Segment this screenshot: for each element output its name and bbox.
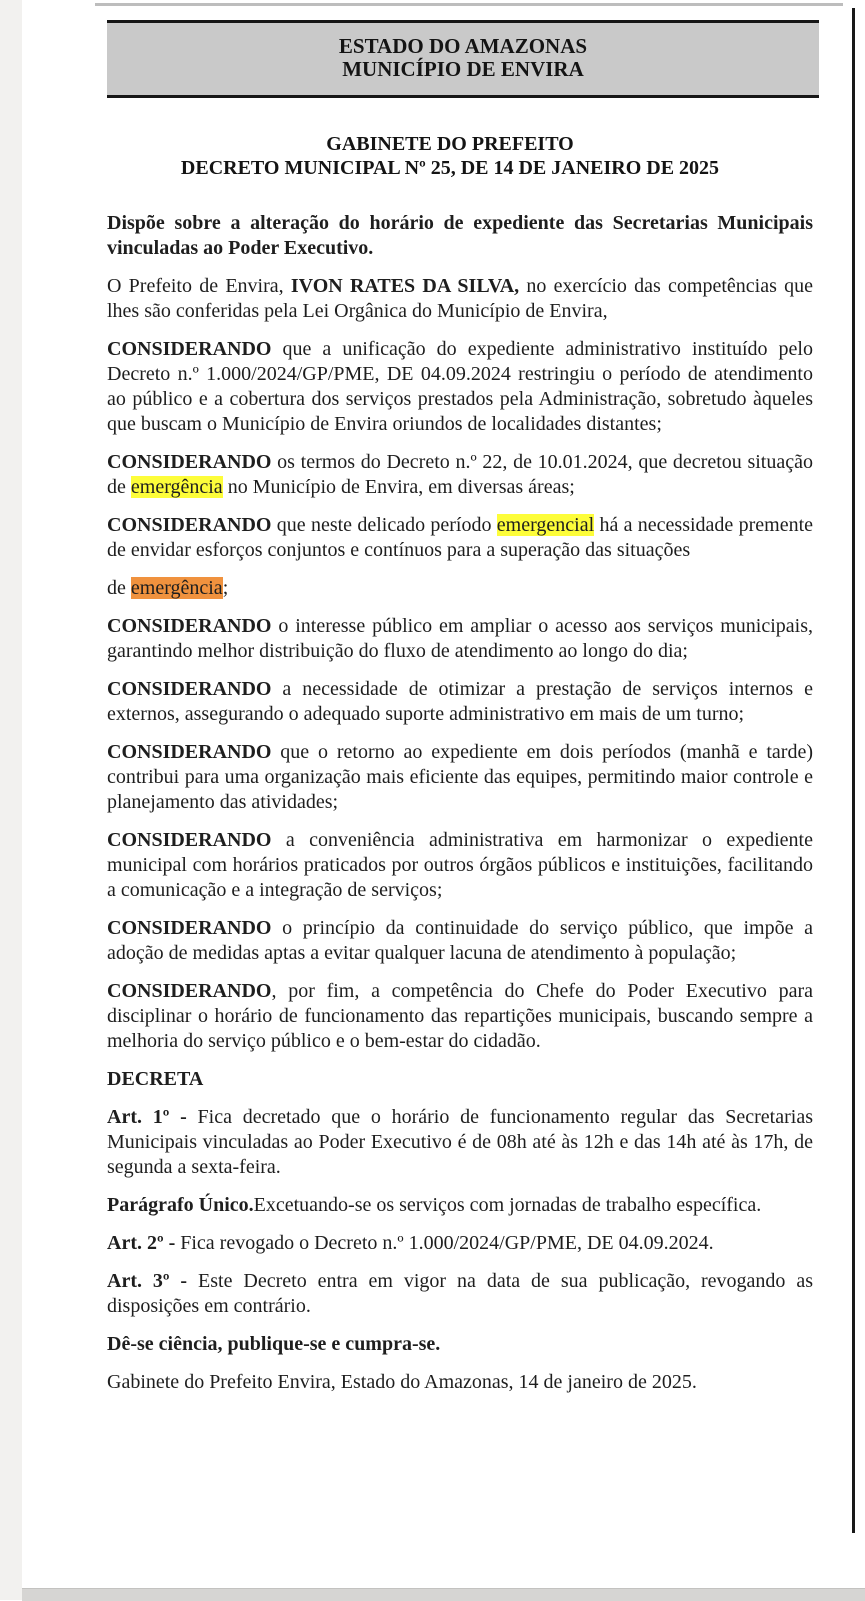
page-right-edge-line (852, 8, 855, 1533)
considerando-2-paragraph (107, 450, 813, 500)
highlight-orange: emergência (130, 577, 223, 599)
text-run: Art. 1º - (107, 1106, 187, 1128)
text-run: a necessidade de otimizar a prestação de serviços internos e externos, assegurando o adequado suporte administrativo em mais de um turno; (107, 678, 813, 725)
text-run: Gabinete do Prefeito Envira, Estado do Amazonas, 14 de janeiro de 2025. (107, 1371, 697, 1393)
considerando-4-paragraph (107, 614, 813, 664)
text-run: o interesse público em ampliar o acesso aos serviços municipais, garantindo melhor distribuição do fluxo de atendimento ao longo do dia; (107, 615, 813, 662)
text-run: DECRETA (107, 1068, 204, 1090)
considerando-5-paragraph (107, 677, 813, 727)
text-run: CONSIDERANDO (107, 338, 272, 360)
text-run: CONSIDERANDO (107, 829, 272, 851)
text-run: CONSIDERANDO (107, 451, 272, 473)
text-run: que o retorno ao expediente em dois períodos (manhã e tarde) contribui para uma organização mais eficiente das equipes, permitindo maior controle e planejamento das atividades; (107, 741, 813, 813)
highlight-yellow: emergencial (496, 514, 595, 536)
considerando-8-paragraph (107, 916, 813, 966)
considerando-6-paragraph (107, 740, 813, 815)
considerando-9-paragraph (107, 979, 813, 1054)
text-run: CONSIDERANDO (107, 980, 272, 1002)
text-run: CONSIDERANDO (107, 514, 272, 536)
text-run: a conveniência administrativa em harmonizar o expediente municipal com horários praticados por outros órgãos públicos e instituições, facilitando a comunicação e a integração de serviços; (107, 829, 813, 901)
text-run: o princípio da continuidade do serviço público, que impõe a adoção de medidas aptas a evitar qualquer lacuna de atendimento à população; (107, 917, 813, 964)
text-run: que a unificação do expediente administrativo instituído pelo Decreto n.º 1.000/2024/GP/PME, DE 04.09.2024 restringiu o período de atendimento ao público e a cobertura dos serviços prestados pela Administração, sobretudo àqueles que buscam o Município de Envira oriundos de localidades distantes; (107, 338, 813, 435)
page-top-edge-line (95, 3, 843, 6)
considerando-3-paragraph (107, 513, 813, 563)
text-run: Parágrafo Único. (107, 1194, 254, 1216)
art-1-paragraph (107, 1105, 813, 1180)
art-3-paragraph (107, 1269, 813, 1319)
letterhead-state: ESTADO DO AMAZONAS (338, 34, 588, 58)
considerando-1-paragraph (107, 337, 813, 437)
text-run: no Município de Envira, em diversas áreas; (222, 476, 575, 498)
document-body (107, 211, 813, 1408)
text-run: os termos do Decreto n.º 22, de 10.01.2024, que decretou situação de (107, 451, 813, 498)
preamble-paragraph (107, 274, 813, 324)
text-run: no exercício das competências que lhes são conferidas pela Lei Orgânica do Município de Envira, (107, 275, 813, 322)
text-run: ; (222, 577, 229, 599)
text-run: Fica decretado que o horário de funcionamento regular das Secretarias Municipais vinculadas ao Poder Executivo é de 08h até às 12h e das 14h até às 17h, de segunda a sexta-feira. (107, 1106, 813, 1178)
document-heading (80, 132, 820, 180)
text-run: CONSIDERANDO (107, 615, 272, 637)
text-run: de (107, 577, 131, 599)
text-run: Dê-se ciência, publique-se e cumpra-se. (107, 1333, 441, 1355)
text-run: Art. 3º - (107, 1270, 188, 1292)
screenshot-bottom-bar (22, 1588, 865, 1601)
heading-office: GABINETE DO PREFEITO (326, 133, 574, 155)
signature-place-date-paragraph (107, 1370, 813, 1395)
text-run: Excetuando-se os serviços com jornadas de trabalho específica. (253, 1194, 762, 1216)
text-run: CONSIDERANDO (107, 741, 272, 763)
text-run: CONSIDERANDO (107, 917, 272, 939)
text-run: Fica revogado o Decreto n.º 1.000/2024/GP/PME, DE 04.09.2024. (175, 1232, 714, 1254)
de-emergencia-paragraph (107, 576, 813, 601)
text-run: Art. 2º - (107, 1232, 176, 1254)
screenshot-left-margin (0, 0, 22, 1600)
text-run: há a necessidade premente de envidar esforços conjuntos e contínuos para a superação das situações (107, 514, 814, 561)
closing-order-paragraph (107, 1332, 813, 1357)
text-run: CONSIDERANDO (107, 678, 272, 700)
text-run: que neste delicado período (271, 514, 497, 536)
highlight-yellow: emergência (130, 476, 223, 498)
text-run: , por fim, a competência do Chefe do Poder Executivo para disciplinar o horário de funcionamento das repartições municipais, buscando sempre a melhoria do serviço público e o bem-estar do cidadão. (107, 980, 813, 1052)
text-run: Este Decreto entra em vigor na data de sua publicação, revogando as disposições em contrário. (107, 1270, 814, 1317)
text-run: O Prefeito de Envira, (107, 275, 291, 297)
considerando-7-paragraph (107, 828, 813, 903)
text-run: IVON RATES DA SILVA, (290, 275, 520, 297)
heading-decree-number: DECRETO MUNICIPAL Nº 25, DE 14 DE JANEIRO DE 2025 (180, 157, 720, 179)
decreta-heading (107, 1067, 813, 1092)
ementa-paragraph (107, 211, 813, 261)
text-run: Dispõe sobre a alteração do horário de expediente das Secretarias Municipais vinculadas ao Poder Executivo. (107, 212, 813, 259)
paragrafo-unico-paragraph (107, 1193, 813, 1218)
letterhead-municipality: MUNICÍPIO DE ENVIRA (342, 57, 584, 81)
art-2-paragraph (107, 1231, 813, 1256)
letterhead-band (107, 20, 819, 98)
